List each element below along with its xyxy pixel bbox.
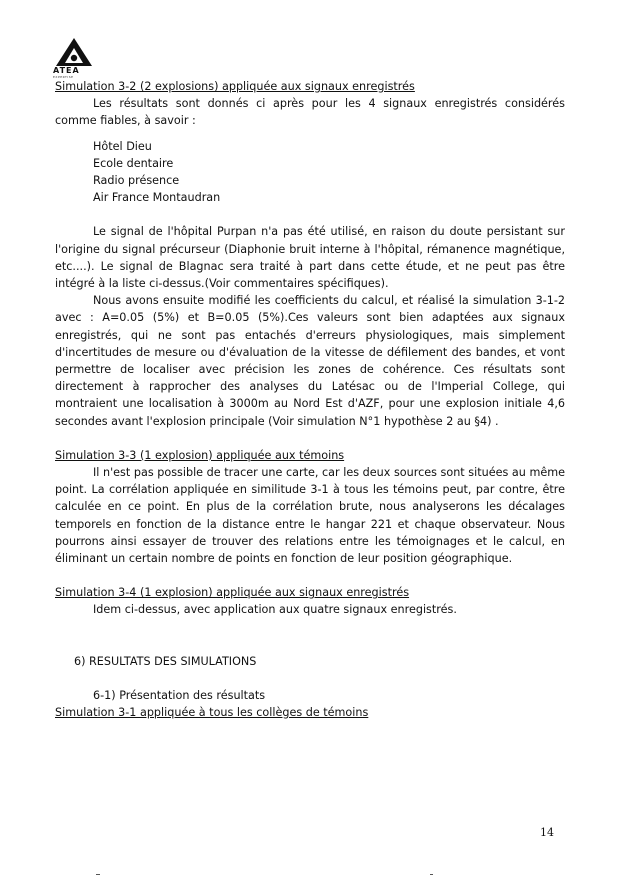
list-item: Air France Montaudran (93, 191, 221, 205)
atea-triangle-icon (52, 36, 96, 68)
paragraph-sim33: Il n'est pas possible de tracer une carte, car les deux sources sont situées au même point. La corrélation appliquée en similitude 3-1 à tous les témoins peut, par contre, être calculée en ce point. En plus de la corrélation brute, nous analyserons les décalages temporels en fonction de la distance entre le hangar 221 et chaque observateur. Nous pourrons ainsi essayer de trouver des relations entre les témoignages et le calcul, en éliminant un certain nombre de points en fonction de leur position géographique. (55, 466, 565, 566)
subsection-title-presentation: 6-1) Présentation des résultats (93, 688, 266, 702)
list-item: Radio présence (93, 174, 180, 188)
list-item: Hôtel Dieu (93, 139, 152, 153)
page-number: 14 (540, 826, 554, 839)
logo-text: ATEA (53, 66, 80, 75)
paragraph-sim34: Idem ci-dessus, avec application aux quatre signaux enregistrés. (93, 603, 457, 617)
document-body (55, 78, 565, 721)
list-item: Ecole dentaire (93, 156, 174, 170)
scan-mark (96, 874, 100, 875)
heading-simulation-3-3: Simulation 3-3 (1 explosion) appliquée aux témoins (55, 448, 345, 462)
paragraph-sim32-coefficients: Nous avons ensuite modifié les coefficients du calcul, et réalisé la simulation 3-1-2 avec : A=0.05 (5%) et B=0.05 (5%).Ces valeurs sont bien adaptées aux signaux enregistrés, qui ne sont pas entachés d'erreurs physiologiques, mais simplement d'incertitudes de mesure ou d'évaluation de la vitesse de défilement des bandes, et vont permettre de localiser avec précision les zones de cohérence. Ces résultats sont directement à rapprocher des analyses du Latésac ou de l'Imperial College, qui montraient une localisation à 3000m au Nord Est d'AZF, pour une explosion initiale 4,6 secondes avant l'explosion principale (Voir simulation N°1 hypothèse 2 au §4) . (55, 294, 565, 428)
signal-list (55, 138, 565, 207)
paragraph-sim32-intro: Les résultats sont donnés ci après pour les 4 signaux enregistrés considérés comme fiables, à savoir : (55, 97, 565, 128)
heading-simulation-3-4: Simulation 3-4 (1 explosion) appliquée aux signaux enregistrés (55, 586, 410, 600)
section-title-results: 6) RESULTATS DES SIMULATIONS (74, 654, 257, 668)
logo-subtext: EXPERTISE (53, 75, 74, 79)
scan-mark (430, 874, 433, 875)
heading-simulation-3-2: Simulation 3-2 (2 explosions) appliquée aux signaux enregistrés (55, 80, 415, 93)
heading-simulation-3-1: Simulation 3-1 appliquée à tous les collèges de témoins (55, 706, 369, 720)
paragraph-sim32-purpan: Le signal de l'hôpital Purpan n'a pas été utilisé, en raison du doute persistant sur l'origine du signal précurseur (Diaphonie bruit interne à l'hôpital, rémanence magnétique, etc....). Le signal de Blagnac sera traité à part dans cette étude, et ne peut pas être intégré à la liste ci-dessus.(Voir commentaires spécifiques). (55, 225, 565, 291)
